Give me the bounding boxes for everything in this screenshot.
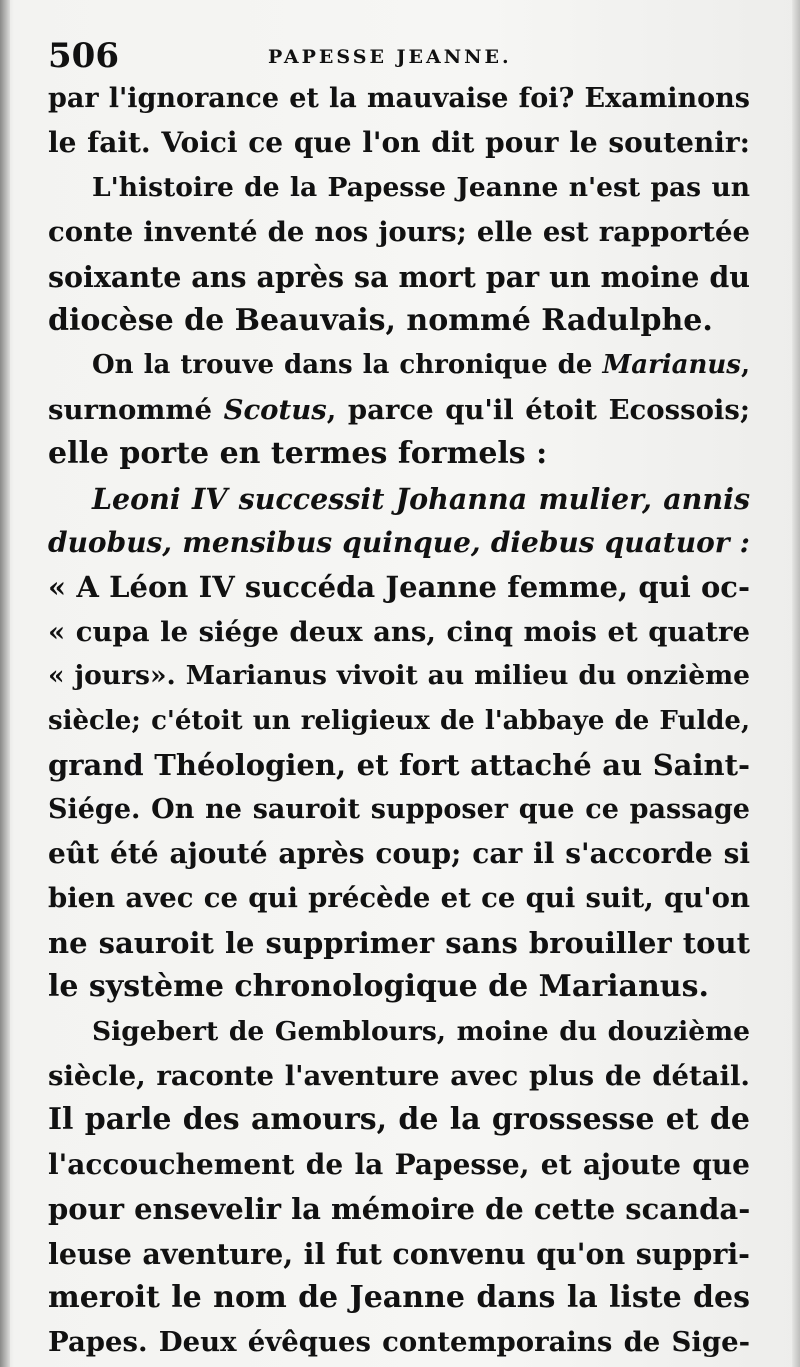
page-number: 506 (48, 36, 119, 76)
text-line: bien avec ce qui précède et ce qui suit, qu'on (48, 882, 750, 915)
page-right-edge (792, 0, 800, 1367)
text-line (48, 343, 750, 387)
text-segment: On la trouve dans la chronique de (92, 350, 603, 381)
page-header (48, 30, 748, 80)
text-line: pour ensevelir la mémoire de cette scanda- (48, 1192, 751, 1227)
text-line: siècle, raconte l'aventure avec plus de détail. (48, 1059, 750, 1092)
text-line: « jours». Marianus vivoit au milieu du onzième (48, 660, 750, 692)
text-segment: , (740, 350, 750, 381)
text-line: grand Théologien, et fort attaché au Saint- (48, 748, 750, 783)
text-line: diocèse de Beauvais, nommé Radulphe. (48, 303, 713, 339)
text-line: Sigebert de Gemblours, moine du douzième (92, 1015, 750, 1047)
text-line: Siége. On ne sauroit supposer que ce passage (48, 793, 750, 825)
latin-quote-line: duobus, mensibus quinque, diebus quatuor : (48, 526, 750, 560)
text-line: ne sauroit le supprimer sans brouiller tout (48, 925, 750, 960)
text-line: meroit le nom de Jeanne dans la liste des (48, 1279, 750, 1315)
latin-quote-line: Leoni IV successit Johanna mulier, annis (92, 481, 750, 516)
text-line (48, 388, 750, 432)
text-line: « A Léon IV succéda Jeanne femme, qui oc- (48, 570, 750, 605)
page-left-edge (0, 0, 10, 1367)
text-line: par l'ignorance et la mauvaise foi? Examinons (48, 83, 750, 114)
text-segment: , parce qu'il étoit Ecossois; (326, 393, 750, 426)
italic-name: Scotus (223, 393, 327, 426)
text-line: elle porte en termes formels : (48, 436, 548, 472)
text-line: L'histoire de la Papesse Jeanne n'est pas un (92, 171, 750, 203)
text-line: eût été ajouté après coup; car il s'accorde si (48, 836, 750, 870)
text-line: leuse aventure, il fut convenu qu'on suppri- (48, 1236, 750, 1271)
text-line: Papes. Deux évêques contemporains de Sige- (48, 1326, 750, 1359)
running-head: PAPESSE JEANNE. (268, 46, 512, 68)
italic-name: Marianus (602, 350, 741, 381)
text-line: l'accouchement de la Papesse, et ajoute que (48, 1147, 750, 1181)
text-segment: surnommé (48, 393, 224, 426)
text-line: « cupa le siége deux ans, cinq mois et quatre (48, 615, 750, 648)
text-line: Il parle des amours, de la grossesse et de (48, 1102, 750, 1138)
text-line: soixante ans après sa mort par un moine du (48, 259, 750, 294)
text-line: conte inventé de nos jours; elle est rapportée (48, 216, 750, 249)
text-line: le système chronologique de Marianus. (48, 969, 709, 1005)
body-text (48, 77, 750, 1365)
text-line: siècle; c'étoit un religieux de l'abbaye de Fulde, (48, 705, 750, 736)
text-line: le fait. Voici ce que l'on dit pour le soutenir: (48, 126, 750, 160)
